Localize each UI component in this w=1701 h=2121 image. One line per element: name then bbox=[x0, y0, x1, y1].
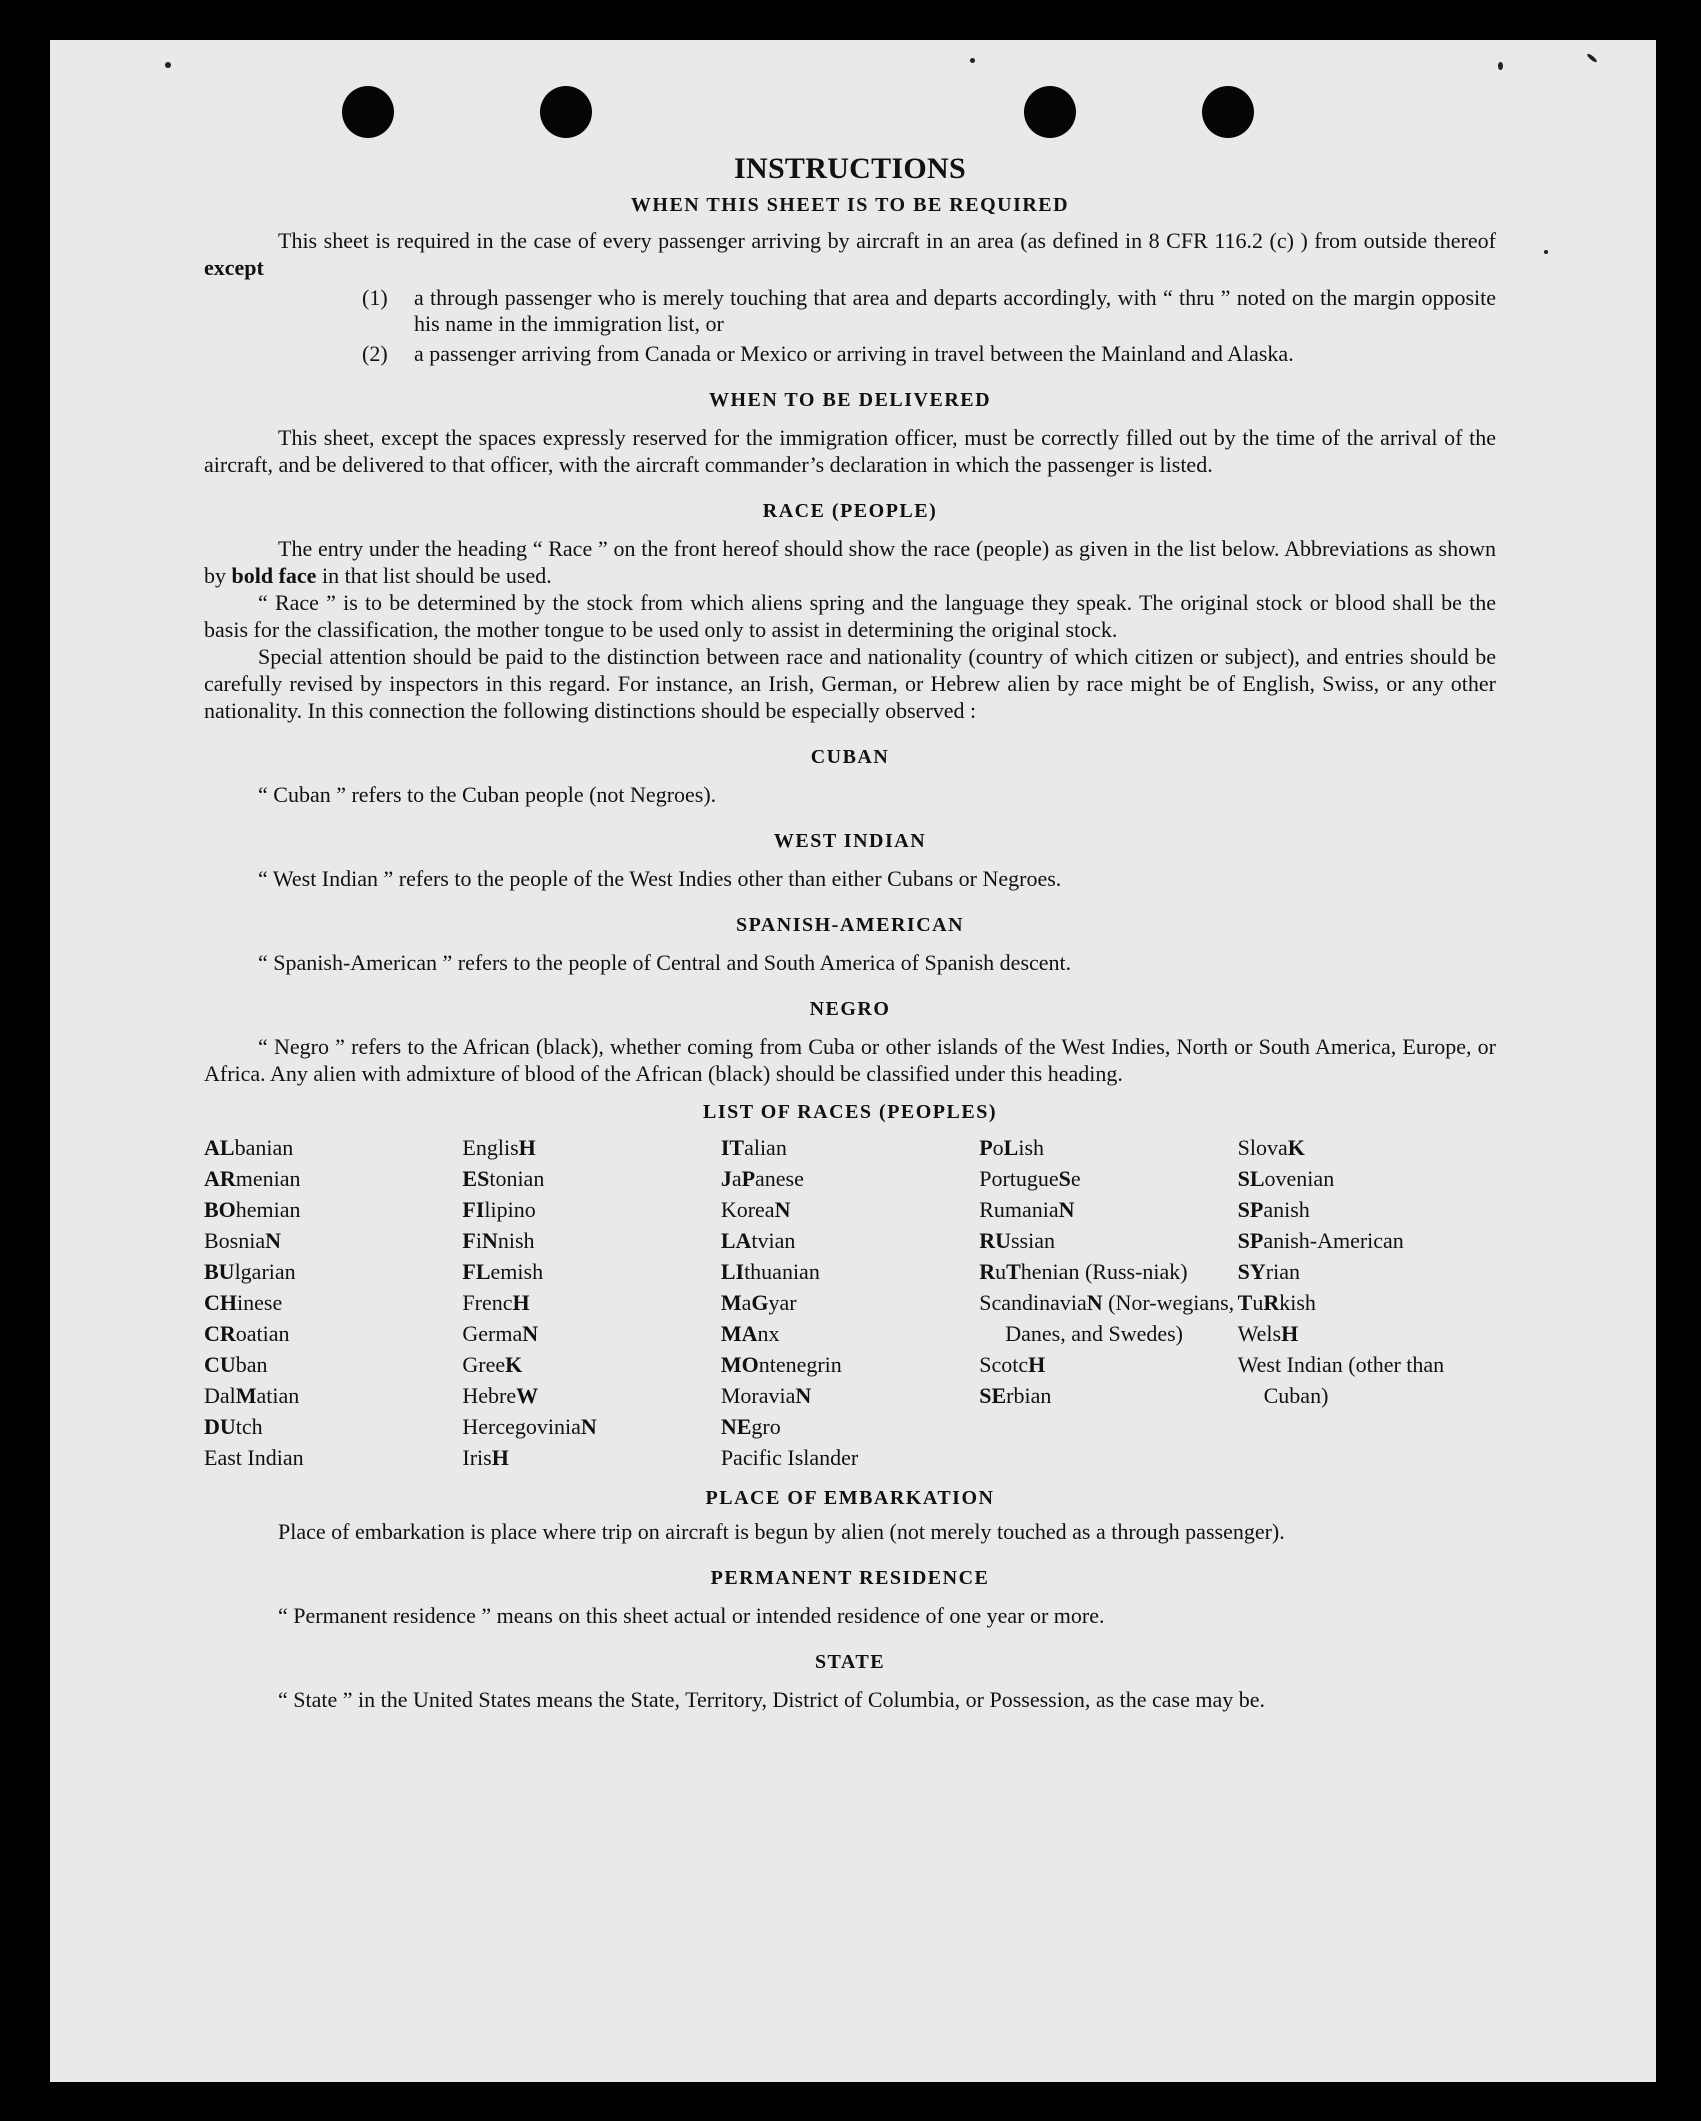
race-entry bbox=[462, 1411, 720, 1442]
race-p1-text: The entry under the heading “ Race ” on the front hereof should show the race (people) as given in the list below. Abbreviations as shown by bbox=[204, 536, 1496, 588]
race-abbrev: DU bbox=[204, 1414, 236, 1439]
race-text: Scotc bbox=[979, 1352, 1029, 1377]
race-text: a bbox=[731, 1166, 742, 1191]
race-entry bbox=[204, 1318, 462, 1349]
race-text: ssian bbox=[1011, 1228, 1055, 1253]
race-text: rian bbox=[1265, 1259, 1300, 1284]
cuban-text: “ Cuban ” refers to the Cuban people (not Negroes). bbox=[258, 782, 717, 807]
punch-hole bbox=[342, 86, 394, 138]
race-abbrev: LA bbox=[720, 1228, 752, 1253]
race-text: Rumania bbox=[979, 1197, 1059, 1222]
race-text: Iris bbox=[462, 1445, 492, 1470]
speck bbox=[165, 62, 171, 68]
race-abbrev: CR bbox=[204, 1321, 236, 1346]
race-entry bbox=[462, 1256, 720, 1287]
race-abbrev: ES bbox=[462, 1166, 490, 1191]
heading-list-of-races: LIST OF RACES (PEOPLES) bbox=[702, 1101, 997, 1123]
residence-text: “ Permanent residence ” means on this sheet actual or intended residence of one year or more. bbox=[278, 1603, 1105, 1628]
race-abbrev: H bbox=[1281, 1321, 1299, 1346]
race-text: lgarian bbox=[234, 1259, 296, 1284]
embarkation-text: Place of embarkation is place where trip on aircraft is begun by alien (not merely touched as a through passenger). bbox=[278, 1519, 1285, 1544]
race-text: hemian bbox=[235, 1197, 301, 1222]
race-entry bbox=[204, 1287, 462, 1318]
races-column bbox=[462, 1132, 720, 1473]
races-column bbox=[204, 1132, 462, 1473]
race-text: i bbox=[475, 1228, 482, 1253]
race-entry bbox=[204, 1411, 462, 1442]
race-text: ntenegrin bbox=[758, 1352, 842, 1377]
heading-negro: NEGRO bbox=[809, 998, 891, 1020]
race-abbrev: R bbox=[1263, 1290, 1280, 1315]
race-text: anish-American bbox=[1263, 1228, 1404, 1253]
race-text: Slova bbox=[1237, 1135, 1288, 1160]
race-abbrev: IT bbox=[720, 1135, 745, 1160]
race-text: henian (Russ-niak) bbox=[1020, 1259, 1188, 1284]
race-entry bbox=[1238, 1318, 1496, 1349]
required-except: except bbox=[204, 255, 264, 280]
race-text: menian bbox=[235, 1166, 301, 1191]
race-abbrev: MO bbox=[720, 1352, 759, 1377]
race-entry bbox=[462, 1442, 720, 1473]
punch-hole bbox=[1024, 86, 1076, 138]
races-list bbox=[204, 1132, 1496, 1473]
race-abbrev: NE bbox=[720, 1414, 752, 1439]
race-entry bbox=[979, 1256, 1237, 1287]
race-abbrev: H bbox=[491, 1445, 509, 1470]
race-entry bbox=[204, 1163, 462, 1194]
speck bbox=[1586, 53, 1598, 64]
race-abbrev: AR bbox=[204, 1166, 236, 1191]
race-entry bbox=[979, 1349, 1237, 1380]
heading-when-delivered: WHEN TO BE DELIVERED bbox=[708, 389, 992, 411]
race-abbrev: H bbox=[518, 1135, 536, 1160]
race-text: Wels bbox=[1237, 1321, 1282, 1346]
instructions-body bbox=[204, 152, 1496, 1713]
race-text: ish bbox=[1018, 1135, 1045, 1160]
race-entry bbox=[721, 1318, 979, 1349]
race-entry bbox=[721, 1132, 979, 1163]
race-text: banian bbox=[234, 1135, 294, 1160]
race-text: Bosnia bbox=[204, 1228, 266, 1253]
exception-text: a through passenger who is merely touching that area and departs accordingly, with “ thru ” noted on the margin opposite his name in the immigration list, or bbox=[414, 285, 1496, 336]
race-entry bbox=[979, 1163, 1237, 1194]
punch-hole bbox=[1202, 86, 1254, 138]
race-text: emish bbox=[490, 1259, 544, 1284]
race-abbrev: R bbox=[979, 1259, 996, 1284]
race-entry bbox=[462, 1225, 720, 1256]
race-entry bbox=[979, 1225, 1237, 1256]
heading-embarkation: PLACE OF EMBARKATION bbox=[705, 1487, 995, 1509]
race-abbrev: N bbox=[1086, 1290, 1103, 1315]
speck bbox=[1498, 62, 1503, 70]
race-entry bbox=[721, 1442, 979, 1473]
race-entry bbox=[462, 1349, 720, 1380]
heading-west-indian: WEST INDIAN bbox=[773, 830, 927, 852]
page-title: INSTRUCTIONS bbox=[734, 152, 966, 185]
race-text: u bbox=[995, 1259, 1007, 1284]
race-abbrev: SP bbox=[1237, 1197, 1264, 1222]
race-abbrev: BO bbox=[204, 1197, 236, 1222]
race-abbrev: N bbox=[795, 1383, 812, 1408]
race-text: thuanian bbox=[744, 1259, 820, 1284]
speck bbox=[970, 58, 975, 63]
race-entry bbox=[462, 1163, 720, 1194]
race-text: tvian bbox=[751, 1228, 796, 1253]
race-abbrev: FL bbox=[462, 1259, 491, 1284]
races-column bbox=[721, 1132, 979, 1473]
west-indian-text: “ West Indian ” refers to the people of the West Indies other than either Cubans or Negroes. bbox=[258, 866, 1062, 891]
delivered-text: This sheet, except the spaces expressly reserved for the immigration officer, must be correctly filled out by the time of the arrival of the aircraft, and be delivered to that officer, with the aircraft commander’s declaration in which the passenger is listed. bbox=[204, 425, 1496, 477]
race-text: Pacific Islander bbox=[720, 1445, 859, 1470]
race-entry bbox=[204, 1380, 462, 1411]
heading-permanent-residence: PERMANENT RESIDENCE bbox=[710, 1567, 990, 1589]
race-abbrev: T bbox=[1006, 1259, 1021, 1284]
race-entry bbox=[721, 1349, 979, 1380]
race-entry bbox=[721, 1411, 979, 1442]
race-text: ban bbox=[235, 1352, 268, 1377]
exception-text: a passenger arriving from Canada or Mexico or arriving in travel between the Mainland and Alaska. bbox=[414, 341, 1294, 366]
race-entry bbox=[1238, 1194, 1496, 1225]
race-text: yar bbox=[768, 1290, 797, 1315]
required-intro-text: This sheet is required in the case of every passenger arriving by aircraft in an area (as defined in 8 CFR 116.2 (c) ) from outside thereof bbox=[278, 228, 1496, 253]
negro-text: “ Negro ” refers to the African (black), whether coming from Cuba or other islands of the West Indies, North or South America, Europe, or Africa. Any alien with admixture of blood of the African (black) should be classified under this heading. bbox=[204, 1034, 1496, 1086]
required-intro bbox=[204, 227, 1496, 281]
race-text: anish bbox=[1263, 1197, 1310, 1222]
race-text: e bbox=[1070, 1166, 1081, 1191]
race-text: nish bbox=[497, 1228, 535, 1253]
race-entry bbox=[979, 1287, 1237, 1349]
race-p1-end: in that list should be used. bbox=[316, 563, 552, 588]
race-entry bbox=[979, 1194, 1237, 1225]
race-abbrev: SP bbox=[1237, 1228, 1264, 1253]
race-text: inese bbox=[237, 1290, 283, 1315]
race-entry bbox=[1238, 1287, 1496, 1318]
race-abbrev: M bbox=[720, 1290, 742, 1315]
race-text: tonian bbox=[489, 1166, 545, 1191]
race-abbrev: FI bbox=[462, 1197, 485, 1222]
race-abbrev: M bbox=[235, 1383, 257, 1408]
race-text: (Nor-wegians, Danes, and Swedes) bbox=[1005, 1290, 1235, 1346]
exception-number: (2) bbox=[362, 341, 388, 366]
race-text: rbian bbox=[1006, 1383, 1052, 1408]
race-abbrev: MA bbox=[720, 1321, 758, 1346]
race-abbrev: K bbox=[505, 1352, 523, 1377]
heading-race: RACE (PEOPLE) bbox=[762, 500, 938, 522]
race-paragraph-3: Special attention should be paid to the distinction between race and nationality (country of which citizen or subject), and entries should be carefully revised by inspectors in this regard. For instance, an Irish, German, or Hebrew alien by race might be of English, Swiss, or any other nationality. In this connection the following distinctions should be especially observed : bbox=[204, 644, 1496, 723]
race-abbrev: BU bbox=[204, 1259, 235, 1284]
race-text: Germa bbox=[462, 1321, 523, 1346]
spanish-american-text: “ Spanish-American ” refers to the people of Central and South America of Spanish descent. bbox=[258, 950, 1072, 975]
race-abbrev: H bbox=[512, 1290, 530, 1315]
race-abbrev: N bbox=[1058, 1197, 1075, 1222]
race-entry bbox=[721, 1225, 979, 1256]
race-text: anese bbox=[755, 1166, 804, 1191]
speck bbox=[1544, 250, 1548, 254]
race-abbrev: F bbox=[462, 1228, 476, 1253]
race-abbrev: N bbox=[481, 1228, 498, 1253]
race-entry bbox=[204, 1442, 462, 1473]
race-entry bbox=[462, 1287, 720, 1318]
race-entry bbox=[204, 1256, 462, 1287]
race-text: Frenc bbox=[462, 1290, 513, 1315]
exception-number: (1) bbox=[362, 285, 388, 310]
race-paragraph-2: “ Race ” is to be determined by the stock from which aliens spring and the language they speak. The original stock or blood shall be the basis for the classification, the mother tongue to be used only to assist in determining the original stock. bbox=[204, 590, 1496, 642]
race-abbrev: N bbox=[522, 1321, 539, 1346]
race-text: kish bbox=[1279, 1290, 1316, 1315]
race-bold-face: bold face bbox=[231, 563, 317, 588]
race-entry bbox=[462, 1132, 720, 1163]
race-abbrev: N bbox=[265, 1228, 282, 1253]
race-text: Gree bbox=[462, 1352, 506, 1377]
race-abbrev: N bbox=[580, 1414, 597, 1439]
race-entry bbox=[1238, 1349, 1496, 1411]
race-entry bbox=[721, 1163, 979, 1194]
race-text: Moravia bbox=[720, 1383, 796, 1408]
race-text: Englis bbox=[462, 1135, 519, 1160]
race-text: tch bbox=[235, 1414, 263, 1439]
race-abbrev: T bbox=[1237, 1290, 1253, 1315]
race-text: a bbox=[741, 1290, 752, 1315]
race-entry bbox=[204, 1194, 462, 1225]
race-entry bbox=[462, 1318, 720, 1349]
race-abbrev: LI bbox=[720, 1259, 745, 1284]
race-text: o bbox=[992, 1135, 1004, 1160]
race-entry bbox=[1238, 1225, 1496, 1256]
race-entry bbox=[1238, 1163, 1496, 1194]
race-abbrev: SE bbox=[979, 1383, 1007, 1408]
race-text: Hebre bbox=[462, 1383, 517, 1408]
race-abbrev: K bbox=[1287, 1135, 1305, 1160]
race-abbrev: CU bbox=[204, 1352, 236, 1377]
race-text: nx bbox=[757, 1321, 780, 1346]
race-entry bbox=[721, 1194, 979, 1225]
race-abbrev: RU bbox=[979, 1228, 1011, 1253]
race-abbrev: H bbox=[1028, 1352, 1046, 1377]
race-text: ovenian bbox=[1264, 1166, 1335, 1191]
race-abbrev: G bbox=[751, 1290, 769, 1315]
race-text: oatian bbox=[235, 1321, 290, 1346]
exception-item-2 bbox=[362, 341, 1496, 367]
race-text: West Indian (other than Cuban) bbox=[1237, 1352, 1445, 1408]
race-text: Korea bbox=[720, 1197, 775, 1222]
race-text: Portugue bbox=[979, 1166, 1059, 1191]
race-entry bbox=[979, 1132, 1237, 1163]
race-text: gro bbox=[751, 1414, 781, 1439]
race-abbrev: CH bbox=[204, 1290, 237, 1315]
race-entry bbox=[1238, 1256, 1496, 1287]
race-entry bbox=[721, 1287, 979, 1318]
race-entry bbox=[462, 1194, 720, 1225]
exception-item-1 bbox=[362, 285, 1496, 337]
punch-hole bbox=[540, 86, 592, 138]
race-abbrev: P bbox=[979, 1135, 993, 1160]
race-abbrev: SY bbox=[1237, 1259, 1266, 1284]
race-entry bbox=[204, 1132, 462, 1163]
heading-cuban: CUBAN bbox=[810, 746, 890, 768]
race-paragraph-1 bbox=[204, 535, 1496, 589]
race-abbrev: AL bbox=[204, 1135, 235, 1160]
race-abbrev: W bbox=[516, 1383, 539, 1408]
heading-state: STATE bbox=[814, 1651, 886, 1673]
race-abbrev: P bbox=[741, 1166, 756, 1191]
race-text: Dal bbox=[204, 1383, 236, 1408]
race-abbrev: N bbox=[774, 1197, 791, 1222]
race-text: lipino bbox=[484, 1197, 536, 1222]
document-page bbox=[50, 40, 1656, 2082]
race-text: East Indian bbox=[204, 1445, 304, 1470]
race-abbrev: L bbox=[1003, 1135, 1019, 1160]
heading-spanish-american: SPANISH-AMERICAN bbox=[735, 914, 965, 936]
race-text: Hercegovinia bbox=[462, 1414, 581, 1439]
race-text: alian bbox=[744, 1135, 787, 1160]
state-text: “ State ” in the United States means the State, Territory, District of Columbia, or Possession, as the case may be. bbox=[278, 1687, 1266, 1712]
race-abbrev: SL bbox=[1237, 1166, 1265, 1191]
race-entry bbox=[462, 1380, 720, 1411]
race-entry bbox=[1238, 1132, 1496, 1163]
heading-when-required: WHEN THIS SHEET IS TO BE REQUIRED bbox=[630, 194, 1070, 216]
race-entry bbox=[721, 1256, 979, 1287]
race-abbrev: S bbox=[1058, 1166, 1071, 1191]
race-abbrev: J bbox=[720, 1166, 732, 1191]
race-entry bbox=[721, 1380, 979, 1411]
race-entry bbox=[204, 1225, 462, 1256]
race-text: u bbox=[1252, 1290, 1264, 1315]
races-column bbox=[1238, 1132, 1496, 1473]
race-entry bbox=[979, 1380, 1237, 1411]
race-text: atian bbox=[256, 1383, 300, 1408]
races-column bbox=[979, 1132, 1237, 1473]
race-text: Scandinavia bbox=[979, 1290, 1087, 1315]
race-entry bbox=[204, 1349, 462, 1380]
